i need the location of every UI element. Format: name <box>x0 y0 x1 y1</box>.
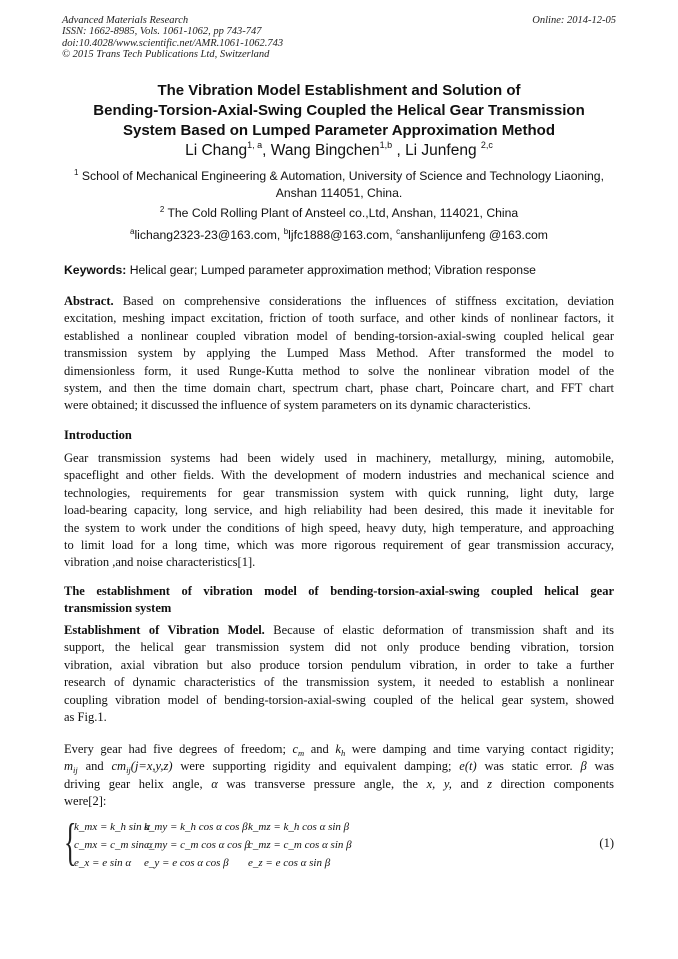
author-affiliation-mark: 1,b <box>379 140 393 150</box>
journal-header <box>62 15 616 61</box>
online-date: Online: 2014-12-05 <box>532 15 616 26</box>
body-line: Every gear had five degrees of freedom; $c_m$ and $k_h$ were damping and time varying contact rigidity; <box>64 742 614 758</box>
equation-term: c_mz = c_m cos α sin β <box>248 839 352 851</box>
equation-term: e_z = e cos α sin β <box>248 857 331 869</box>
keywords <box>64 262 618 279</box>
affiliation-1 <box>40 168 638 201</box>
introduction-heading: Introduction <box>64 428 132 442</box>
author-affiliation-mark: 1, a <box>247 140 263 150</box>
email-b[interactable]: ljfc1888@163.com, <box>288 228 397 242</box>
equation-term: e_x = e sin α <box>74 857 132 869</box>
equation-term: k_my = k_h cos α cos β <box>144 821 248 833</box>
abstract-line: transmission system by applying the Lumped Mass Method. After transformed the model to <box>64 346 614 361</box>
abstract-line: Abstract. Based on comprehensive considerations the influences of stiffness excitation, deviation <box>64 294 614 308</box>
author-affiliation-mark: 2,c <box>480 140 493 150</box>
body-line: Establishment of Vibration Model. Because of elastic deformation of transmission shaft and its <box>64 623 614 637</box>
author-name: Li Chang <box>185 142 248 159</box>
paper-title <box>40 81 638 141</box>
equation-term: c_mx = c_m sin α <box>74 839 153 851</box>
email-mark: a <box>130 227 135 236</box>
keywords-text: Helical gear; Lumped parameter approximation method; Vibration response <box>126 263 536 277</box>
body-line: were[2]: <box>64 794 107 809</box>
doi-line: doi:10.4028/www.scientific.net/AMR.1061-1062.743 <box>62 37 284 49</box>
abstract-line: system, and then the time domain chart, spectrum chart, phase chart, Poincare chart, and FFT chart <box>64 381 614 396</box>
body-line: coupling vibration model of bending-torsion-axial-swing coupled of the helical gear system, showed <box>64 692 614 707</box>
title-line: Bending-Torsion-Axial-Swing Coupled the Helical Gear Transmission <box>93 102 585 119</box>
equation-term: k_mx = k_h sin α <box>74 821 151 833</box>
author-name: Li Junfeng <box>405 142 481 159</box>
subsection-label: Establishment of Vibration Model. <box>64 623 265 637</box>
equation-term: c_my = c_m cos α cos β <box>144 839 251 851</box>
body-line: as Fig.1. <box>64 710 107 725</box>
body-line: driving gear helix angle, α was transverse pressure angle, the x, y, and z direction components <box>64 776 614 791</box>
body-line: research of dynamic characteristics of the transmission system, it needed to establish a nonlinear <box>64 675 614 690</box>
author-list <box>40 141 638 161</box>
affiliation-number: 2 <box>159 205 165 214</box>
affiliation-text: School of Mechanical Engineering & Automation, University of Science and Technology Liaoning, <box>81 169 604 183</box>
body-line: vibration ,and noise characteristics[1]. <box>64 555 256 570</box>
affiliation-text: Anshan 114051, China. <box>275 185 403 200</box>
body-line: to limit load for a long time, which was more rigorous requirement of gear transmission accuracy, <box>64 538 614 553</box>
email-mark: c <box>396 227 401 236</box>
abstract-line: established a nonlinear coupled vibration model of bending-torsion-axial-swing coupled helical gear <box>64 328 614 343</box>
author-separator: , <box>262 142 271 159</box>
equation-term: k_mz = k_h cos α sin β <box>248 821 350 833</box>
equation-1 <box>64 814 616 874</box>
affiliation-2 <box>40 205 638 222</box>
body-line: $m_{ij}$ and $cm_{ij}(j=x,y,z)$ were supporting rigidity and equivalent damping; e(t) was static error. β was <box>64 759 614 776</box>
body-line: the system to work under the conditions of high speed, heavy duty, high temperature, and approaching <box>64 520 614 535</box>
issn-line: ISSN: 1662-8985, Vols. 1061-1062, pp 743-747 <box>62 26 262 38</box>
copyright-line: © 2015 Trans Tech Publications Ltd, Switzerland <box>62 49 270 61</box>
abstract <box>64 293 614 415</box>
equation-term: e_y = e cos α cos β <box>144 857 229 869</box>
abstract-line: were obtained; it discussed the influence of system parameters on its dynamic characteristics. <box>64 398 531 413</box>
equation-number: (1) <box>599 836 614 850</box>
body-line: support, the helical gear transmission system did not only produce bending vibration, torsion <box>64 640 614 655</box>
equation-brace: { <box>64 814 77 871</box>
body-line: vibration, axial vibration but also produce torsion pendulum vibration, in order to take a further <box>64 657 614 672</box>
keywords-label: Keywords: <box>64 263 127 277</box>
abstract-label: Abstract. <box>64 294 114 308</box>
body-line: spaceflight and other fields. With the development of modern industries and mechanical science and <box>64 468 614 483</box>
body-line: Gear transmission systems had been widely used in machinery, metallurgy, mining, automobile, <box>64 451 614 465</box>
equation-row <box>74 821 350 833</box>
section-heading: The establishment of vibration model of bending-torsion-axial-swing coupled helical gear transmission system <box>64 584 614 616</box>
abstract-line: excitation, meshing impact excitation, friction of tooth surface, and other kinds of nonlinear factors, it <box>64 311 614 326</box>
affiliation-number: 1 <box>74 168 79 177</box>
degrees-of-freedom-body <box>64 741 614 811</box>
abstract-line: dimensionless form, it used Runge-Kutta method to solve the nonlinear vibration model of the <box>64 363 614 378</box>
title-line: System Based on Lumped Parameter Approximation Method <box>122 122 556 139</box>
email-mark: b <box>283 227 289 236</box>
affiliation-text: The Cold Rolling Plant of Ansteel co.,Ltd, Anshan, 114021, China <box>167 206 519 220</box>
equation-row <box>74 839 352 851</box>
introduction-body <box>64 450 614 572</box>
author-separator: , <box>392 142 406 159</box>
author-name: Wang Bingchen <box>270 142 380 159</box>
journal-name: Advanced Materials Research <box>62 15 189 26</box>
body-line: load-bearing capacity, long service, and high reliability had been desired, this made it inevitable for <box>64 503 614 518</box>
email-a[interactable]: lichang2323-23@163.com, <box>134 228 284 242</box>
equation-row <box>74 857 331 869</box>
author-emails <box>40 227 638 244</box>
model-body <box>64 622 614 726</box>
body-line: technologies, requirements for gear transmission system with quick running, light duty, large <box>64 485 614 500</box>
title-line: The Vibration Model Establishment and Solution of <box>157 82 521 99</box>
email-c[interactable]: anshanlijunfeng @163.com <box>400 228 548 242</box>
